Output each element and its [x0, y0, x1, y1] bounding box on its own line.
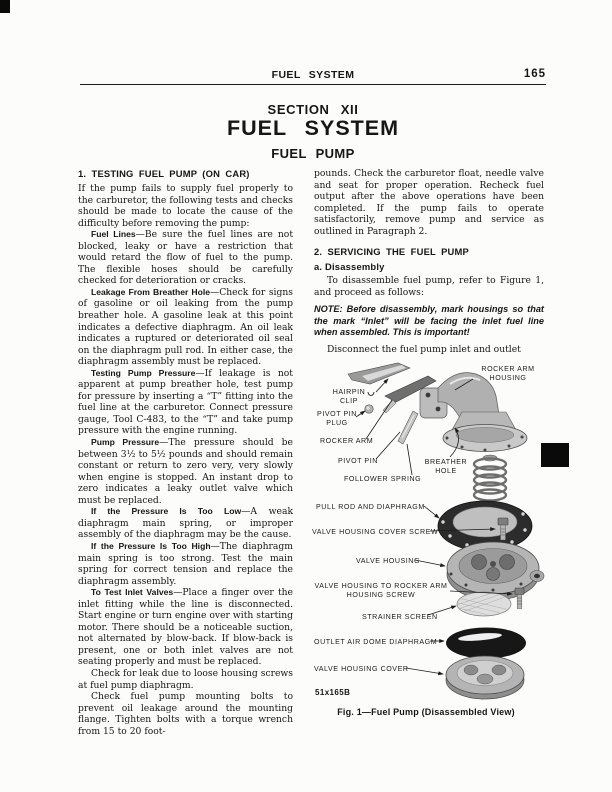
paragraph: Disconnect the fuel pump inlet and outlet: [327, 344, 521, 356]
paragraph-lead: To Test Inlet Valves: [91, 587, 174, 598]
figure-label-valve-housing-cover-screw: VALVE HOUSING COVER SCREW: [312, 528, 439, 536]
left-column: [78, 168, 293, 737]
paragraph-lead: Fuel Lines: [91, 229, 136, 240]
paragraph-text: —The pressure should be between 3½ to 5½ pounds and should remain constant or return to zero very, very slowly when engine is stopped. An instant drop to zero indicates a leaky outlet valve which must be replaced.: [78, 437, 293, 506]
note-paragraph: NOTE: Before disassembly, mark housings so that the mark “Inlet” will be facing the inlet fuel line when assembled. This is important!: [314, 304, 544, 338]
section-title: FUEL SYSTEM: [226, 116, 400, 140]
figure-label-pivot-pin-plug: PIVOT PIN PLUG: [317, 410, 357, 427]
section-kicker: SECTION XII: [267, 102, 359, 117]
figure-caption: Fig. 1—Fuel Pump (Disassembled View): [337, 707, 515, 717]
paragraph: To disassemble fuel pump, refer to Figure 1, and proceed as follows:: [314, 275, 544, 298]
figure-label-rocker-arm-housing: ROCKER ARM HOUSING: [481, 365, 535, 382]
page-number: 165: [523, 68, 546, 80]
paragraph-lead: If the Pressure Is Too High: [91, 540, 211, 551]
figure-label-breather-hole: BREATHER HOLE: [424, 458, 468, 475]
heading-servicing-fuel-pump: 2. SERVICING THE FUEL PUMP: [314, 246, 469, 258]
paragraph: [78, 506, 293, 541]
paragraph-lead: Pump Pressure: [91, 437, 160, 448]
figure-1-fuel-pump: [310, 362, 550, 730]
paragraph: [78, 587, 293, 668]
figure-label-valve-housing: VALVE HOUSING: [356, 557, 421, 565]
figure-label-pivot-pin: PIVOT PIN: [338, 457, 378, 465]
paragraph-text: —If leakage is not apparent at pump breather hole, test pump for pressure by inserting a “T” fitting into the fuel line at the carburetor. Connect pressure gauge, Tool C-483, to the “T” and take pump pressure with the engine running.: [78, 367, 293, 437]
figure-label-strainer-screen: STRAINER SCREEN: [362, 613, 438, 621]
paragraph: pounds. Check the carburetor float, needle valve and seat for proper operation. Recheck fuel output after the above operations have been completed. If the pump fails to operate satisfactorily, remove pump and service as outlined in Paragraph 2.: [314, 168, 544, 237]
figure-label-valve-housing-cover: VALVE HOUSING COVER: [314, 665, 409, 673]
paragraph: [78, 541, 293, 587]
paragraph-lead: Leakage From Breather Hole: [91, 286, 211, 297]
figure-label-valve-housing-to-rocker-arm-housing-screw: VALVE HOUSING TO ROCKER ARM HOUSING SCREW: [314, 582, 448, 599]
figure-label-rocker-arm: ROCKER ARM: [320, 437, 374, 445]
paragraph: [78, 368, 293, 437]
right-column: [314, 168, 544, 356]
paragraph-text: —Place a finger over the inlet fitting while the line is disconnected. Start engine or turn engine over with starting motor. There should be a noticeable suction, not alternated by blow-back. If blow-back is present, one or both inlet valves are not seating properly and must be replaced.: [78, 587, 293, 668]
paragraph: If the pump fails to supply fuel properly to the carburetor, the following tests and checks should be made to locate the cause of the difficulty before removing the pump:: [78, 183, 293, 229]
page-edge-index-tab: [541, 443, 569, 467]
figure-photo-id: 51x165B: [315, 688, 351, 697]
section-subtitle: FUEL PUMP: [271, 146, 355, 161]
paragraph-lead: If the Pressure Is Too Low: [91, 506, 242, 517]
subheading-disassembly: a. Disassembly: [314, 261, 385, 273]
figure-label-pull-rod-and-diaphragm: PULL ROD AND DIAPHRAGM: [316, 503, 425, 511]
figure-label-outlet-air-dome-diaphragm: OUTLET AIR DOME DIAPHRAGM: [314, 638, 438, 646]
scan-corner-mark: [0, 0, 10, 13]
paragraph-text: —Be sure the fuel lines are not blocked, leaky or have a restriction that would retard the flow of fuel to the pump. The flexible hoses should be carefully checked for deterioration or cracks.: [78, 229, 294, 287]
paragraph-text: —The diaphragm main spring is too strong. Test the main spring for correct tension and replace the diaphragm assembly.: [78, 540, 293, 587]
header-rule: [80, 84, 546, 85]
paragraph-text: —A weak diaphragm main spring, or improper assembly of the diaphragm may be the cause.: [78, 506, 294, 541]
figure-label-hairpin-clip: HAIRPIN CLIP: [332, 388, 366, 405]
paragraph-lead: Testing Pump Pressure: [91, 367, 196, 378]
figure-label-follower-spring: FOLLOWER SPRING: [344, 475, 422, 483]
paragraph: Check for leak due to loose housing screws at fuel pump diaphragm.: [78, 667, 293, 691]
heading-testing-fuel-pump: 1. TESTING FUEL PUMP (ON CAR): [78, 168, 250, 179]
paragraph: Check fuel pump mounting bolts to prevent oil leakage around the mounting flange. Tighten bolts with a torque wrench from 15 to 20 foot-: [78, 691, 293, 737]
paragraph: [78, 229, 293, 287]
paragraph: [78, 437, 293, 506]
paragraph-text: —Check for signs of gasoline or oil leaking from the pump breather hole. A gasoline leak at this point indicates a defective diaphragm. An oil leak indicates a ruptured or deteriorated oil seal on the diaphragm pull rod. In either case, the diaphragm assembly must be replaced.: [78, 286, 293, 368]
running-head-title: FUEL SYSTEM: [271, 69, 355, 81]
paragraph: [78, 287, 293, 368]
